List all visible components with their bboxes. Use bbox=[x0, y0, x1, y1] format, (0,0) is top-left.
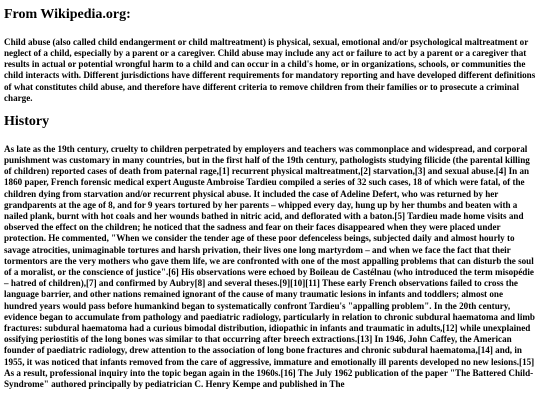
intro-paragraph: Child abuse (also called child endangerment or child maltreatment) is physical, sexual, emotional and/or psychological maltreatment or neglect of a child, especially by a parent or a caregiver. Child abuse may include any act or failure to act by a parent or a caregiver that results in actual or potential wrongful harm to a child and can occur in a child's home, or in organizations, schools, or communities the child interacts with. Different jurisdictions have different requirements for mandatory reporting and have developed different definitions of what constitutes child abuse, and therefore have different criteria to remove children from their families or to prosecute a criminal charge. bbox=[4, 36, 536, 103]
history-paragraph: As late as the 19th century, cruelty to children perpetrated by employers and teachers was commonplace and widespread, and corporal punishment was customary in many countries, but in the first half of the 19th century, pathologists studying filicide (the parental killing of children) reported cases of death from paternal rage,[1] recurrent physical maltreatment,[2] starvation,[3] and sexual abuse.[4] In an 1860 paper, French forensic medical expert Auguste Ambroise Tardieu compiled a series of 32 such cases, 18 of which were fatal, of the children dying from starvation and/or recurrent physical abuse. It included the case of Adeline Defert, who was returned by her grandparents at the age of 8, and for 9 years tortured by her parents – whipped every day, hung up by her thumbs and beaten with a nailed plank, burnt with hot coals and her wounds bathed in nitric acid, and deflorated with a baton.[5] Tardieu made home visits and observed the effect on the children; he noticed that the sadness and fear on their faces disappeared when they were placed under protection. He commented, "When we consider the tender age of these poor defenceless beings, subjected daily and almost hourly to savage atrocities, unimaginable tortures and harsh privation, their lives one long martyrdom – and when we face the fact that their tormentors are the very mothers who gave them life, we are confronted with one of the most appalling problems that can disturb the soul of a moralist, or the conscience of justice".[6] His observations were echoed by Boileau de Castélnau (who introduced the term misopédie – hatred of children),[7] and confirmed by Aubry[8] and several theses.[9][10][11] These early French observations failed to cross the language barrier, and other nations remained ignorant of the cause of many traumatic lesions in infants and toddlers; almost one hundred years would pass before humankind began to systematically confront Tardieu's "appalling problem". In the 20th century, evidence began to accumulate from pathology and paediatric radiology, particularly in relation to chronic subdural haematoma and limb fractures: subdural haematoma had a curious bimodal distribution, idiopathic in infants and traumatic in adults,[12] while unexplained ossifying periostitis of the long bones was similar to that occurring after breech extractions.[13] In 1946, John Caffey, the American founder of paediatric radiology, drew attention to the association of long bone fractures and chronic subdural haematoma,[14] and, in 1955, it was noticed that infants removed from the care of aggressive, immature and emotionally ill parents developed no new lesions.[15] As a result, professional inquiry into the topic began again in the 1960s.[16] The July 1962 publication of the paper "The Battered Child-Syndrome" authored principally by pediatrician C. Henry Kempe and published in The bbox=[4, 143, 535, 390]
source-heading: From Wikipedia.org: bbox=[4, 7, 131, 22]
section-heading-history: History bbox=[4, 114, 50, 130]
